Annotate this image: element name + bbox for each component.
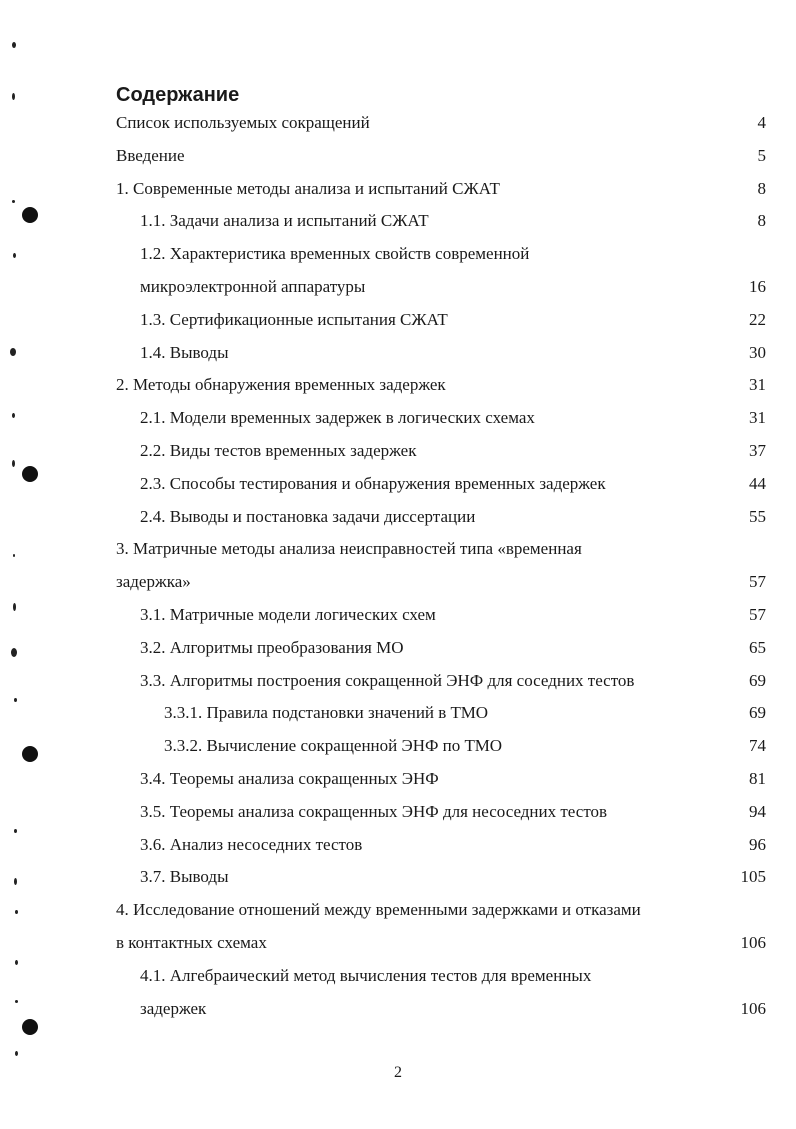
toc-entry[interactable] (0, 238, 796, 271)
toc-entry[interactable] (0, 369, 796, 402)
toc-entry-page: 8 (757, 211, 766, 231)
toc-entry[interactable] (0, 960, 796, 993)
toc-entry-title: задержка» (116, 572, 191, 592)
toc-entry-page: 22 (749, 309, 766, 329)
toc-entry[interactable] (0, 730, 796, 763)
toc-entry-title: 3.5. Теоремы анализа сокращенных ЭНФ для несоседних тестов (140, 801, 608, 821)
toc-entry-title: 2.4. Выводы и постановка задачи диссертации (140, 506, 476, 526)
toc-entry[interactable] (0, 173, 796, 206)
toc-entry-page: 30 (749, 342, 766, 362)
toc-entry[interactable] (0, 796, 796, 829)
toc-entry[interactable] (0, 337, 796, 370)
toc-entry-page: 106 (740, 998, 766, 1018)
toc-entry-title: 2.3. Способы тестирования и обнаружения временных задержек (140, 473, 606, 493)
toc-entry[interactable] (0, 271, 796, 304)
toc-entry[interactable] (0, 435, 796, 468)
toc-entry-title: 3.4. Теоремы анализа сокращенных ЭНФ (140, 768, 439, 788)
toc-entry[interactable] (0, 894, 796, 927)
toc-entry-title: 1.1. Задачи анализа и испытаний СЖАТ (140, 211, 429, 231)
toc-entry-page: 74 (749, 736, 766, 756)
toc-entry[interactable] (0, 566, 796, 599)
toc-entry[interactable] (0, 763, 796, 796)
toc-entry-title: Введение (116, 145, 185, 165)
scan-speck (12, 42, 16, 48)
toc-entry-title: 3.1. Матричные модели логических схем (140, 604, 436, 624)
toc-entry[interactable] (0, 402, 796, 435)
toc-entry-page: 5 (757, 145, 766, 165)
toc-entry[interactable] (0, 829, 796, 862)
toc-entry-title: 4. Исследование отношений между временными задержками и отказами (116, 900, 641, 920)
toc-entry-page: 94 (749, 801, 766, 821)
toc-entry-page: 65 (749, 637, 766, 657)
toc-entry[interactable] (0, 501, 796, 534)
toc-entry[interactable] (0, 632, 796, 665)
toc-entry[interactable] (0, 599, 796, 632)
toc-entry-page: 16 (749, 276, 766, 296)
toc-entry-title: 1.4. Выводы (140, 342, 229, 362)
toc-entry-page: 31 (749, 408, 766, 428)
toc-entry-title: Список используемых сокращений (116, 113, 370, 132)
scan-speck (15, 1051, 18, 1056)
toc-entry[interactable] (0, 697, 796, 730)
toc-entry-page: 44 (749, 473, 766, 493)
toc-entry-title: 2.2. Виды тестов временных задержек (140, 440, 417, 460)
toc-entry-title: 1. Современные методы анализа и испытаний СЖАТ (116, 178, 500, 198)
toc-entry[interactable] (0, 205, 796, 238)
toc-entry-page: 4 (757, 113, 766, 132)
toc-entry-page: 69 (749, 670, 766, 690)
toc-entry-title: в контактных схемах (116, 932, 267, 952)
toc-entry-page: 106 (740, 932, 766, 952)
toc-entry[interactable] (0, 665, 796, 698)
toc-entry-title: 3.3. Алгоритмы построения сокращенной ЭНФ для соседних тестов (140, 670, 635, 690)
toc-entry-title: задержек (140, 998, 207, 1018)
toc-entry[interactable] (0, 861, 796, 894)
toc-entry-title: 3.3.2. Вычисление сокращенной ЭНФ по ТМО (164, 736, 503, 756)
toc-entry-title: 3. Матричные методы анализа неисправностей типа «временная (116, 539, 582, 559)
toc-entry-page: 8 (757, 178, 766, 198)
toc-entry-page: 55 (749, 506, 766, 526)
toc-entry-title: 4.1. Алгебраический метод вычисления тестов для временных (140, 965, 592, 985)
page-number: 2 (394, 1064, 402, 1081)
toc-entry-page: 37 (749, 440, 766, 460)
scan-speck (12, 93, 15, 100)
toc-entry-title: 3.3.1. Правила подстановки значений в ТМО (164, 703, 489, 723)
toc-entry-title: микроэлектронной аппаратуры (140, 276, 366, 296)
toc-entry-title: 3.6. Анализ несоседних тестов (140, 834, 363, 854)
toc-entry-title: 1.2. Характеристика временных свойств современной (140, 244, 530, 264)
toc-entry[interactable] (0, 468, 796, 501)
toc-entry-page: 81 (749, 768, 766, 788)
toc-entry-title: 2. Методы обнаружения временных задержек (116, 375, 446, 395)
toc-entry-page: 57 (749, 604, 766, 624)
toc-entry[interactable] (0, 993, 796, 1026)
toc-entry-page: 96 (749, 834, 766, 854)
toc-entry-title: 3.2. Алгоритмы преобразования МО (140, 637, 404, 657)
toc-entry-title: 1.3. Сертификационные испытания СЖАТ (140, 309, 448, 329)
toc-entry-page: 105 (740, 867, 766, 887)
table-of-contents (0, 107, 796, 1025)
toc-entry-page: 69 (749, 703, 766, 723)
toc-entry[interactable] (0, 140, 796, 173)
toc-entry[interactable] (0, 304, 796, 337)
toc-title: Содержание (116, 84, 240, 106)
toc-entry-page: 57 (749, 572, 766, 592)
toc-entry-page: 31 (749, 375, 766, 395)
toc-entry-title: 3.7. Выводы (140, 867, 229, 887)
toc-entry[interactable] (0, 107, 796, 140)
toc-entry[interactable] (0, 533, 796, 566)
toc-entry[interactable] (0, 927, 796, 960)
toc-entry-title: 2.1. Модели временных задержек в логических схемах (140, 408, 535, 428)
